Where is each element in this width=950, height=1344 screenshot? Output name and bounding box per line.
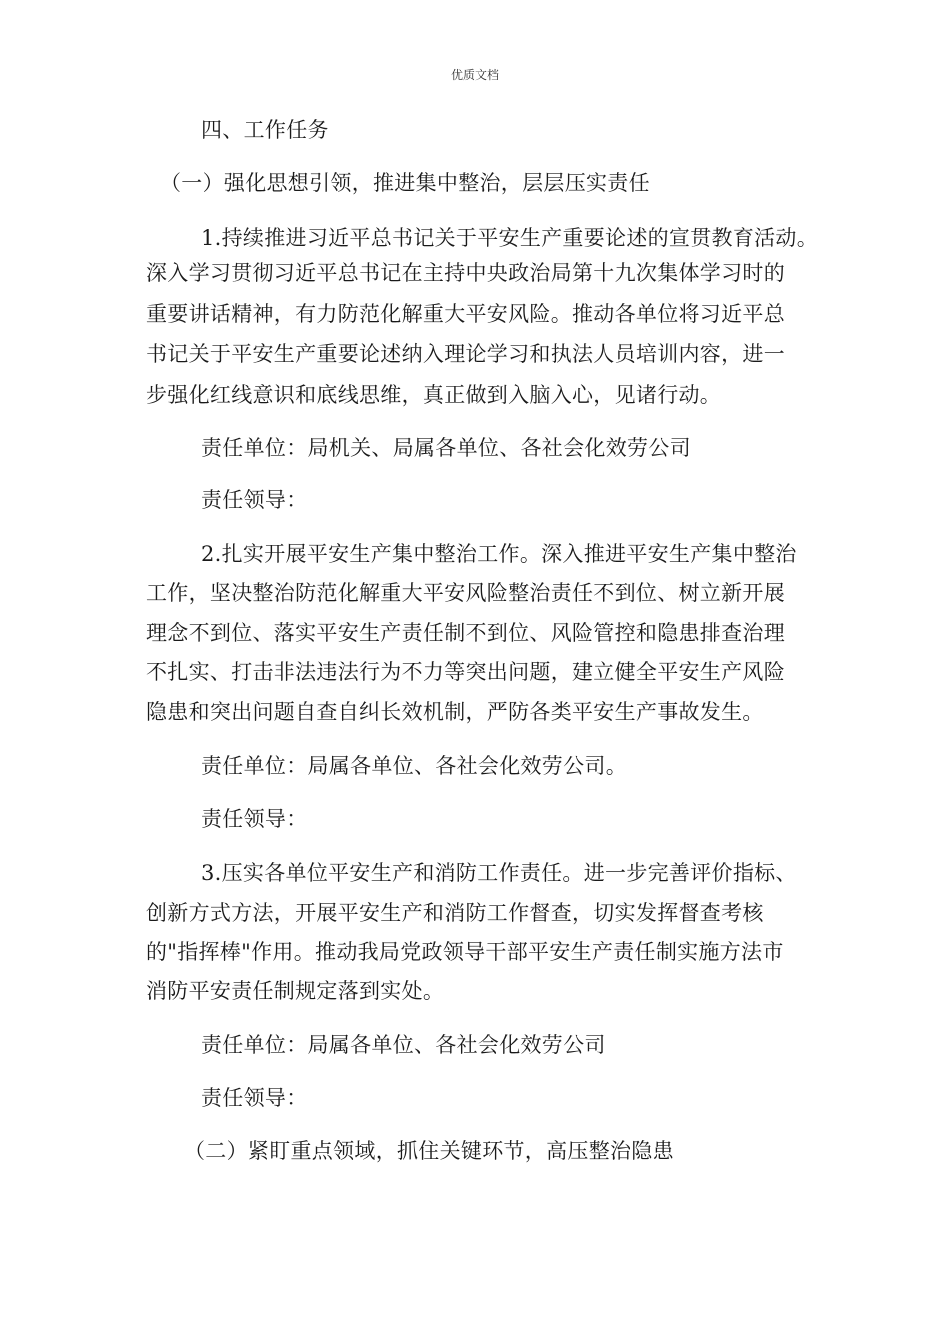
responsible-unit: 责任单位：局属各单位、各社会化效劳公司 xyxy=(201,1033,606,1057)
responsible-leader: 责任领导： xyxy=(201,807,308,831)
paragraph-line: 步强化红线意识和底线思维，真正做到入脑入心，见诸行动。 xyxy=(146,383,722,407)
paragraph-line: 隐患和突出问题自查自纠长效机制，严防各类平安生产事故发生。 xyxy=(146,700,764,724)
responsible-leader: 责任领导： xyxy=(201,1086,308,1110)
paragraph-line: 书记关于平安生产重要论述纳入理论学习和执法人员培训内容，进一 xyxy=(146,342,785,366)
paragraph-line: 工作，坚决整治防范化解重大平安风险整治责任不到位、树立新开展 xyxy=(146,581,785,605)
paragraph-line: 重要讲话精神，有力防范化解重大平安风险。推动各单位将习近平总 xyxy=(146,302,785,326)
section-heading: 四、工作任务 xyxy=(201,118,329,142)
paragraph-line: 深入学习贯彻习近平总书记在主持中央政治局第十九次集体学习时的 xyxy=(146,261,785,285)
subsection-heading: （一）强化思想引领，推进集中整治，层层压实责任 xyxy=(160,171,650,195)
paragraph-line: 3.压实各单位平安生产和消防工作责任。进一步完善评价指标、 xyxy=(201,861,797,885)
paragraph-line: 2.扎实开展平安生产集中整治工作。深入推进平安生产集中整治 xyxy=(201,542,797,566)
paragraph-line: 创新方式方法，开展平安生产和消防工作督查，切实发挥督查考核 xyxy=(146,901,764,925)
paragraph-line: 的"指挥棒"作用。推动我局党政领导干部平安生产责任制实施方法市 xyxy=(146,940,784,964)
paragraph-line: 理念不到位、落实平安生产责任制不到位、风险管控和隐患排查治理 xyxy=(146,621,785,645)
page-header: 优质文档 xyxy=(450,68,499,82)
paragraph-line: 1.持续推进习近平总书记关于平安生产重要论述的宣贯教育活动。 xyxy=(201,226,819,250)
paragraph-line: 消防平安责任制规定落到实处。 xyxy=(146,979,445,1003)
subsection-heading: （二）紧盯重点领域，抓住关键环节，高压整治隐患 xyxy=(184,1139,674,1163)
paragraph-line: 不扎实、打击非法违法行为不力等突出问题，建立健全平安生产风险 xyxy=(146,660,785,684)
responsible-unit: 责任单位：局属各单位、各社会化效劳公司。 xyxy=(201,754,627,778)
responsible-leader: 责任领导： xyxy=(201,488,308,512)
responsible-unit: 责任单位：局机关、局属各单位、各社会化效劳公司 xyxy=(201,436,691,460)
